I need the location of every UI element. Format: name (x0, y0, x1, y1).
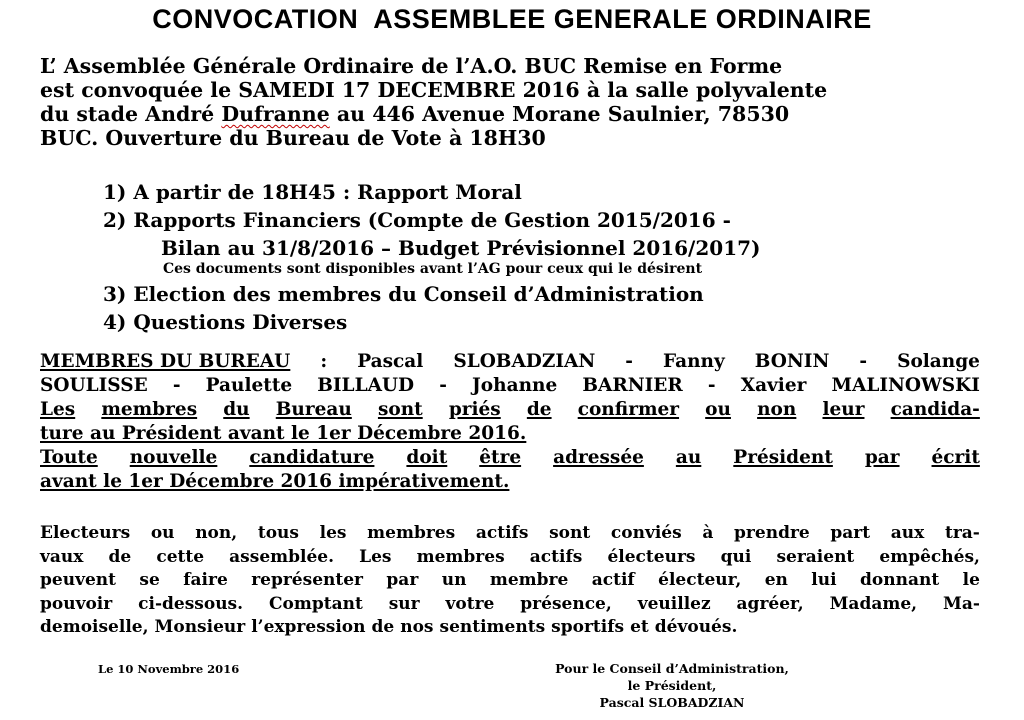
intro-paragraph (40, 54, 980, 150)
word: - (707, 375, 716, 396)
intro-text: au 446 Avenue Morane Saulnier, 78530 (329, 102, 790, 126)
word: sont (377, 399, 423, 420)
word: actifs (475, 523, 529, 543)
word: Les (40, 399, 76, 420)
agenda-note: Ces documents sont disponibles avant l’AG pour ceux qui le désirent (163, 261, 703, 277)
word: Bureau (275, 399, 352, 420)
agenda-list (103, 178, 761, 336)
word: ou (150, 523, 175, 543)
word: pouvoir (40, 593, 113, 614)
word: tous (257, 523, 299, 543)
word: non (757, 399, 797, 420)
signature-line: le Président, (627, 678, 717, 693)
word: en (764, 570, 788, 591)
word: leur (822, 399, 865, 420)
word: peuvent (40, 570, 116, 591)
word: sur (388, 593, 420, 614)
word: non, (195, 523, 238, 543)
word: doit (406, 447, 448, 468)
word: représenter (251, 570, 363, 591)
agenda-item: 1) A partir de 18H45 : Rapport Moral (103, 180, 522, 204)
word: aux (890, 523, 925, 543)
agenda-item-continuation: Bilan au 31/8/2016 – Budget Prévisionnel 2016/2017) (161, 236, 761, 260)
word: électeurs (607, 546, 696, 567)
signature-block (482, 660, 862, 711)
word: agréer, (736, 593, 804, 614)
word: Monsieur (154, 617, 246, 638)
word: écrit (931, 447, 980, 468)
intro-line: est convoquée le SAMEDI 17 DECEMBRE 2016 à la salle polyvalente (40, 78, 828, 102)
bureau-notice-text: ture au Président avant le 1er Décembre 2016. (40, 423, 527, 444)
word: membres (416, 546, 505, 567)
word: SLOBADZIAN (453, 351, 596, 372)
word: demoiselle, (40, 617, 149, 638)
word: adressée (553, 447, 644, 468)
word: Paulette (205, 375, 293, 396)
word: Pascal (357, 351, 424, 372)
word: actif (591, 570, 635, 591)
word: sont (549, 523, 591, 543)
word: Electeurs (40, 523, 131, 543)
bureau-notice-line (40, 398, 980, 422)
word: de (371, 617, 395, 638)
word: conviés (610, 523, 682, 543)
page-title: CONVOCATION ASSEMBLEE GENERALE ORDINAIRE (152, 4, 872, 34)
word: nouvelle (129, 447, 218, 468)
word: confirmer (577, 399, 680, 420)
closing-paragraph (40, 522, 980, 640)
word: lui (811, 570, 837, 591)
closing-line (40, 546, 980, 570)
word: donnant (860, 570, 940, 591)
word: sentiments (439, 617, 546, 638)
word: membres (101, 399, 198, 420)
word: l’expression (251, 617, 366, 638)
word: part (830, 523, 871, 543)
word: - (625, 351, 633, 372)
word: assemblée. (229, 546, 335, 567)
word: un (441, 570, 467, 591)
word: Les (359, 546, 392, 567)
word: - (439, 375, 447, 396)
word: seraient (776, 546, 855, 567)
word: présence, (520, 593, 612, 614)
agenda-item: 3) Election des membres du Conseil d’Administration (103, 282, 704, 306)
word: priés (448, 399, 501, 420)
word: Madame, (829, 593, 918, 614)
word: BILLAUD (317, 375, 415, 396)
word: par (386, 570, 419, 591)
closing-line (40, 569, 980, 593)
bureau-notice-line (40, 422, 980, 446)
word: Président (733, 447, 833, 468)
word: BARNIER (582, 375, 683, 396)
word: Xavier (740, 375, 807, 396)
signature-line: Pour le Conseil d’Administration, (555, 661, 789, 676)
word: faire (183, 570, 228, 591)
bureau-section (40, 350, 980, 494)
intro-line (40, 102, 980, 126)
word: prendre (734, 523, 810, 543)
intro-text: du stade André (40, 102, 222, 126)
word: dévoués. (654, 617, 738, 638)
bureau-members-line (40, 350, 980, 374)
word: électeur, (658, 570, 742, 591)
word: votre (445, 593, 495, 614)
bureau-notice-line (40, 470, 980, 494)
closing-line (40, 522, 980, 546)
bureau-notice-text: avant le 1er Décembre 2016 impérativement. (40, 471, 510, 492)
word: veuillez (637, 593, 711, 614)
bureau-notice-line (40, 446, 980, 470)
word: Toute (40, 447, 98, 468)
word: de (526, 399, 552, 420)
word: empêchés, (879, 546, 980, 567)
closing-line (40, 616, 980, 640)
word: tra- (944, 523, 980, 543)
word: SOULISSE (40, 375, 148, 396)
word: Fanny (663, 351, 725, 372)
signature-line: Pascal SLOBADZIAN (599, 695, 745, 710)
word: cette (156, 546, 205, 567)
closing-line (40, 593, 980, 617)
word: membres (367, 523, 456, 543)
word: Comptant (268, 593, 363, 614)
word: se (139, 570, 160, 591)
word: être (479, 447, 522, 468)
word: candidature (249, 447, 375, 468)
intro-line: L’ Assemblée Générale Ordinaire de l’A.O. BUC Remise en Forme (40, 54, 783, 78)
word: sportifs (551, 617, 625, 638)
word: Solange (897, 351, 980, 372)
agenda-item: 2) Rapports Financiers (Compte de Gestion 2015/2016 - (103, 208, 731, 232)
word: ou (705, 399, 731, 420)
word: au (675, 447, 702, 468)
document-date: Le 10 Novembre 2016 (98, 662, 240, 676)
word: - (172, 375, 181, 396)
word: actifs (529, 546, 583, 567)
word: le (962, 570, 980, 591)
word: et (630, 617, 649, 638)
bureau-members-line (40, 374, 980, 398)
word: candida- (890, 399, 980, 420)
word: par (864, 447, 900, 468)
word: MALINOWSKI (831, 375, 980, 396)
word: ci-dessous. (138, 593, 244, 614)
word: qui (720, 546, 752, 567)
word: BONIN (754, 351, 830, 372)
word: à (702, 523, 714, 543)
word: - (859, 351, 868, 372)
word: Ma- (943, 593, 980, 614)
word: du (223, 399, 250, 420)
word: membre (489, 570, 569, 591)
word: : (320, 351, 328, 372)
word: vaux (40, 546, 84, 567)
word: les (319, 523, 347, 543)
word: de (108, 546, 132, 567)
word: nos (400, 617, 434, 638)
spellcheck-flagged-word: Dufranne (221, 102, 330, 126)
word: Johanne (472, 375, 558, 396)
bureau-label: MEMBRES DU BUREAU (40, 351, 291, 372)
intro-line: BUC. Ouverture du Bureau de Vote à 18H30 (40, 126, 546, 150)
agenda-item: 4) Questions Diverses (103, 310, 348, 334)
